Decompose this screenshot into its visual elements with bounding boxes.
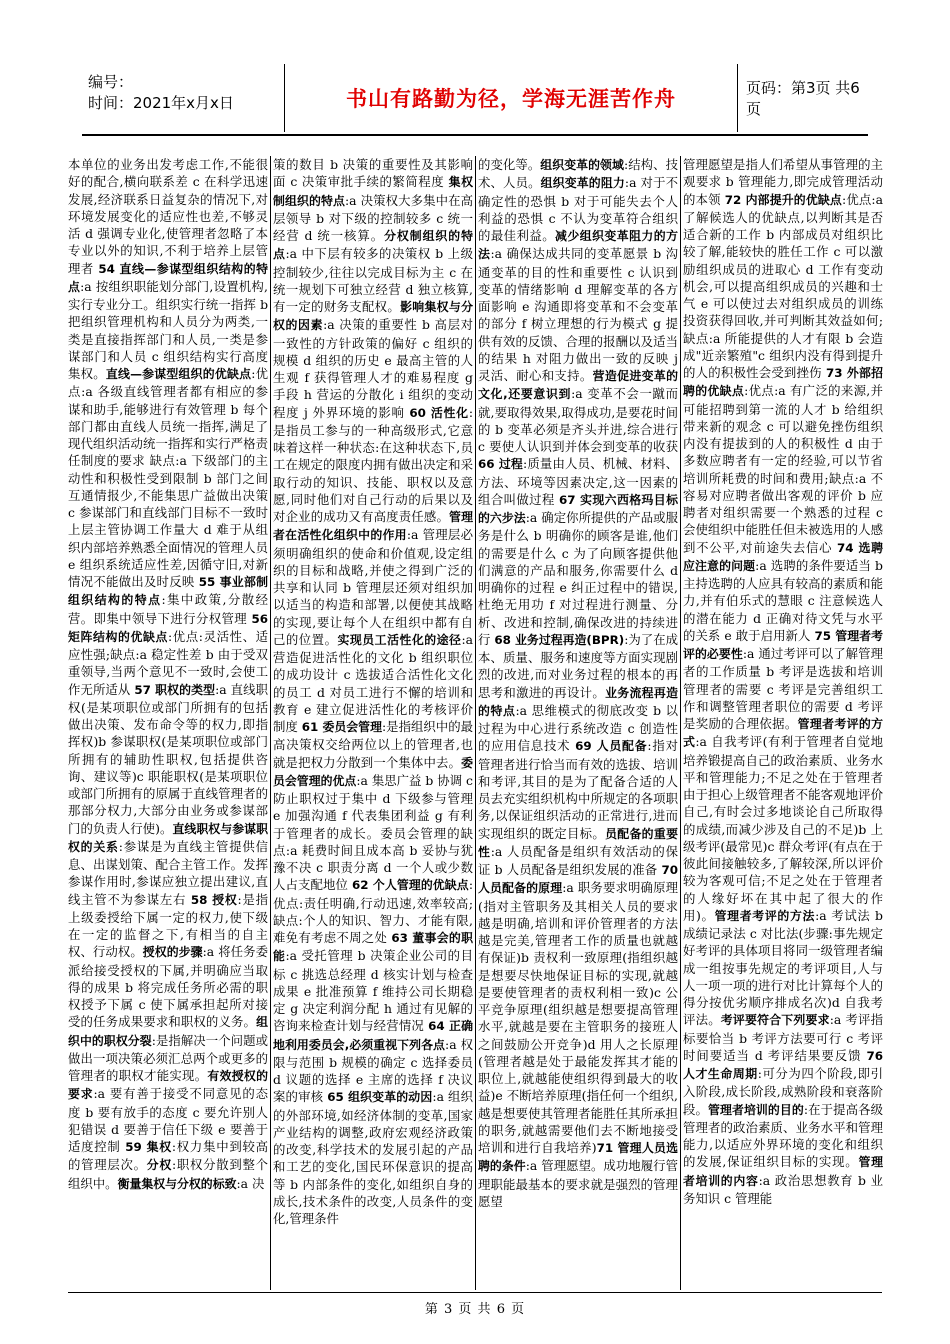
body-text: :a 权限与范围 b 规模的确定 c 选择委员 d 议题的选择 e 主席的选择 f 决议案的审核 <box>273 1036 473 1105</box>
body-text: :职权分散到整个组织中。 <box>68 1157 268 1191</box>
section-heading: 66 过程 <box>478 457 523 472</box>
section-heading: 76 人才生命周期 <box>683 1048 883 1081</box>
body-text: :a 组织的外部环境,如经济体制的变革,国家产业结构的调整,政府宏观经济政策的改变,科学技术的发展引起的产品和工艺的变化,国民环保意识的提高等 b 内部条件的变化,如组织自身的成长,技术条件的改变,人员条件的变化,管理条件 <box>273 1089 473 1226</box>
body-text: :指对管理者进行恰当而有效的选拔、培训和考评,其目的是为了配备合适的人员去充实组织机构中所规定的各项职务,以保证组织活动的正常进行,进而实现组织的既定目标。 <box>478 738 678 841</box>
section-heading: 68 业务过程再造(BPR) <box>494 632 625 647</box>
page-header <box>82 64 868 136</box>
section-heading: 67 实现六西格玛目标的六步法 <box>478 492 678 525</box>
section-heading: 69 人员配备 <box>575 739 648 754</box>
column-paragraph <box>68 156 268 1193</box>
footer-page-number: 第 3 页 共 6 页 <box>424 1302 526 1317</box>
body-text: 本单位的业务出发考虑工作,不能很好的配合,横向联系差 c 在科学迅速发展,经济联系日益复杂的情况下,对环境发展变化的适应性也差,不够灵活 d 强调专业化,使管理者忽略了本专业以外的知识,不利于培养上层管理者 <box>68 157 268 276</box>
body-text: :质量由人员、机械、材料、方法、环境等因素决定,这一因素的组合叫做过程 <box>478 456 678 507</box>
body-text: :优点:a 有广泛的来源,并可能招聘到第一流的人才 b 给组织带来新的观念 c 可以避免挫伤组织内没有提拔到的人的积极性 d 由于多数应聘者有一定的经验,可以节省培训所耗费的时间和费用;缺点:a 不容易对应聘者做出客观的评价 b 应聘者对组织需要一个熟悉的过程 c 会使组织中能胜任但未被选用的人感到不公平,对前途失去信心 <box>683 383 883 555</box>
text-column-2 <box>273 156 473 1290</box>
text-column-3 <box>478 156 678 1290</box>
section-heading: 考评要符合下列要求 <box>720 1013 830 1028</box>
page-footer <box>0 1298 950 1317</box>
section-heading: 60 活性化 <box>409 405 469 420</box>
section-heading: 直线职权与参谋职权的关系 <box>68 821 268 854</box>
section-heading: 74 选聘应注意的问题 <box>683 540 883 573</box>
section-heading: 管理者在活性化组织中的作用 <box>273 510 473 543</box>
column-paragraph <box>273 156 473 1227</box>
body-text: :优点:a 各级直线管理者都有相应的参谋和助手,能够进行有效管理 b 每个部门都由直线人员统一指挥,满足了现代组织活动统一指挥和实行严格责任制度的要求 缺点:a 下级部门的主动性和积极性受到限制 b 部门之间互通情报少,不能集思广益做出决策 c 参谋部门和直线部门目标不一致时上层主管协调工作量大 d 难于从组织内部培养熟悉全面情况的管理人员 e 组织系统适应性差,因循守旧,对新情况不能做出及时反映 <box>68 366 268 589</box>
section-heading: 组织变革的阻力 <box>540 176 625 191</box>
section-heading: 管理者培训的目的 <box>707 1102 804 1117</box>
page-info <box>746 64 868 132</box>
motto-box <box>284 64 738 132</box>
body-text: :a 确定你所提供的产品或服务是什么 b 明确你的顾客是谁,他们的需要是什么 c 为了向顾客提供他们满意的产品和服务,你需要什么 d 明确你的过程 e 纠正过程中的错误,杜绝无用功 f 对过程进行测量、分析、改进和控制,确保改进的持续进行 <box>478 510 678 647</box>
body-text: :a 要有善于接受不同意见的态度 b 要有放手的态度 c 要允许别人犯错误 d 要善于信任下级 e 要善于适度控制 <box>68 1086 268 1154</box>
body-text: :是指员工参与的一种高级形式,它意味着这样一种状态:在这种状态下,员工在规定的限度内拥有做出决定和采取行动的知识、技能、职权以及意愿,同时他们对自己行动的后果以及对企业的成功又有高度责任感。 <box>273 404 473 524</box>
body-text: :在于提高各级管理者的政治素质、业务水平和管理能力,以适应外界环境的变化和组织的发展,保证组织目标的实现。 <box>683 1101 883 1170</box>
section-heading: 58 授权 <box>190 892 238 907</box>
body-text: :a 将任务委派给接受授权的下属,并明确应当取得的成果 b 将完成任务所必需的职权授予下属 c 使下属承担起所对接受的任务成果要求和职权的义务。 <box>68 944 268 1030</box>
section-heading: 71 管理人员选聘的条件 <box>478 1141 678 1174</box>
body-text: :a 思维模式的彻底改变 b 以过程为中心进行系统改造 c 创造性的应用信息技术 <box>478 702 678 754</box>
body-text: :优点:a 了解候选人的优缺点,以判断其是否适合新的工作 b 内部成员对组织比较了解,能较快的胜任工作 c 可以激励组织成员的进取心 d 工作有变动机会,可以提高组织成员的兴趣和士气 e 可以使过去对组织成员的训练投资获得回收,并可判断其效益如何;缺点:a 所能提供的人才有限 b 会造成"近亲繁殖"c 组织内没有得到提升的人的积极性会受到挫伤 <box>683 191 883 380</box>
body-text: :为了在成本、质量、服务和速度等方面实现剧烈的改进,而对业务过程的根本的再思考和激进的再设计。 <box>478 631 678 700</box>
body-text: :参谋是为直线主管提供信息、出谋划策、配合主管工作。发挥参谋作用时,参谋应独立提出建议,直线主管不为参谋左右 <box>68 838 268 907</box>
section-heading: 管理者考评的方式 <box>683 717 883 750</box>
body-text: 的变化等。 <box>478 157 541 172</box>
document-body <box>68 156 882 1290</box>
section-heading: 64 正确地利用委员会,必须重视下列各点 <box>273 1019 473 1052</box>
section-heading: 分权制组织的特点 <box>273 229 473 262</box>
section-heading: 营造促进变革的文化,还要意识到 <box>478 369 678 402</box>
column-divider <box>680 156 681 1290</box>
number-label: 编号： <box>88 73 134 91</box>
section-heading: 直线—参谋型组织的优缺点 <box>105 367 252 381</box>
body-text: :a 人员配备是组织有效活动的保证 b 人员配备是组织发展的准备 <box>478 843 678 877</box>
body-text: :权力集中到较高的管理层次。 <box>68 1139 268 1173</box>
section-heading: 实现员工活性化的途径 <box>337 632 462 647</box>
body-text: :a 中下层有较多的决策权 b 上级控制较少,往往以完成目标为主 c 在统一规划下可独立经营 d 独立核算,有一定的财务支配权。 <box>273 246 473 314</box>
body-text: :a 变革不会一蹴而就,要取得效果,取得成功,是要花时间的 b 变革必须是齐头并进,综合进行 c 要使人认识到并体会到变革的收获 <box>478 386 678 454</box>
motto-text: 书山有路勤为径，学海无涯苦作舟 <box>346 87 676 111</box>
body-text: :a 政治思想教育 b 业务知识 c 管理能 <box>683 1172 883 1206</box>
column-divider <box>475 156 476 1290</box>
section-heading: 组织变革的领域 <box>540 158 624 172</box>
section-heading: 73 外部招聘的优缺点 <box>683 366 883 399</box>
section-heading: 55 事业部制组织结构的特点 <box>68 575 268 608</box>
section-heading: 管理者考评的方法 <box>714 908 816 923</box>
body-text: :a 管理愿望。成功地履行管理职能最基本的要求就是强烈的管理愿望 <box>478 1158 678 1209</box>
column-paragraph <box>683 156 883 1207</box>
section-heading: 56 矩阵结构的优缺点 <box>68 611 268 644</box>
body-text: :a 确保达成共同的变革愿景 b 沟通变革的目的性和重要性 c 认识到变革的情绪影响 d 理解变革的各方面影响 e 沟通即将变革和不会变革的部分 f 树立理想的行为模式 g 提供有效的反馈、合理的报酬以及适当的结果 h 对阻力做出一致的反映 j 灵活、耐心和支持。 <box>478 246 678 383</box>
body-text: :优点:责任明确,行动迅速,效率较高;缺点:个人的知识、智力、才能有限,难免有考虑不周之处 <box>273 877 473 945</box>
column-paragraph <box>478 156 678 1210</box>
section-heading: 集权制组织的特点 <box>273 175 473 208</box>
section-heading: 衡量集权与分权的标致 <box>117 1176 237 1191</box>
body-text: :a 决 <box>236 1175 265 1191</box>
header-meta <box>88 72 284 114</box>
body-text: :a 受托管理 b 决策企业公司的目标 c 挑选总经理 d 核实计划与检查成果 e 批准预算 f 维持公司长期稳定 g 决定利润分配 h 通过有见解的咨询来检查计划与经营情况 <box>273 948 473 1034</box>
body-text: :可分为四个阶段,即引入阶段,成长阶段,成熟阶段和衰落阶段。 <box>683 1066 883 1117</box>
section-heading: 70 人员配备的原理 <box>478 863 678 896</box>
body-text: :是指组织中的最高决策权交给两位以上的管理者,也就是把权力分散到一个集体中去。 <box>273 719 473 770</box>
body-text: :a 对于不确定性的恐惧 b 对于可能失去个人利益的恐惧 c 不认为变革符合组织的最佳利益。 <box>478 175 678 243</box>
body-text: :a 决策权大多集中在高层领导 b 对下级的控制较多 c 统一经营 d 统一核算。 <box>273 192 473 243</box>
section-heading: 授权的步骤 <box>142 945 203 960</box>
footer-rule <box>68 1292 882 1293</box>
body-text: :a 考评指标要恰当 b 考评方法要可行 c 考评时间要适当 d 考评结果要反馈 <box>683 1012 883 1063</box>
body-text: :a 自我考评(有利于管理者自觉地培养锻提高自己的政治素质、业务水平和管理能力;不足之处在于管理者由于担心上级管理者不能客观地评价自己,有时会过多地谈论自己所取得的成绩,而减少涉及自己的不足)b 上级考评(最常见)c 群众考评(有点在于彼此间接触较多,了解较深,所以评价较为客观可信;不足之处在于管理者的人缘好坏在其中起了很大的作用)。 <box>683 734 883 923</box>
section-heading: 委员会管理的优点 <box>273 755 473 788</box>
body-text: :a 按组织职能划分部门,设置机构,实行专业分工。组织实行统一指挥 b 把组织管理机构和人员分为两类,一类是直接指挥部门和人员,一类是参谋部门和人员 c 组织结构实行高度集权。 <box>68 278 268 381</box>
body-text: :是指解决一个问题或做出一项决策必须汇总两个或更多的管理者的职权才能实现。 <box>68 1032 268 1083</box>
section-heading: 员配备的重要性 <box>478 826 678 859</box>
column-divider <box>270 156 271 1290</box>
time-label: 时间：2021年x月x日 <box>88 94 234 112</box>
section-heading: 分权 <box>146 1158 172 1173</box>
section-heading: 管理者培训的内容 <box>683 1155 883 1188</box>
section-heading: 业务流程再造的特点 <box>478 685 678 718</box>
body-text: :a 营造促进活性化的文化 b 组织职位的成功设计 c 选拔适合活性化文化的员工 d 对员工进行不懈的培训和教育 e 建立促进活性化的考核评价制度 <box>273 631 473 734</box>
section-heading: 影响集权与分权的因素 <box>273 300 473 333</box>
body-text: :a 管理层必须明确组织的使命和价值观,设定组织的目标和战略,并使之得到广泛的共享和认同 b 管理层还须对组织加以适当的构造和部署,以便使其战略的实现,要让每个人在组织中都有自己的位置。 <box>273 527 473 647</box>
text-column-4 <box>683 156 883 1290</box>
body-text: :a 直线职权(是某项职位或部门所拥有的包括做出决策、发布命令等的权力,即指挥权)b 参谋职权(是某项职位或部门所拥有的辅助性职权,包括提供咨询、建议等)c 职能职权(是某项职位或部门所拥有的原属于直线管理者的那部分权力,大部分由业务或参谋部门的负责人行使)。 <box>68 681 268 836</box>
body-text: 管理愿望是指人们希望从事管理的主观要求 b 管理能力,即完成管理活动的本领 <box>683 157 883 207</box>
section-heading: 61 委员会管理 <box>301 720 382 734</box>
body-text: :集中政策,分散经营。即集中领导下进行分权管理 <box>68 592 268 626</box>
body-text: :a 职务要求明确原理(指对主管职务及其相关人员的要求越是明确,培训和评价管理者的方法越是完美,管理者工作的质量也就越有保证)b 责权利一致原理(指组织越是想要尽快地保证目标的实现,就越是要使管理者的责权利相一致)c 公平竞争原理(组织越是想要提高管理水平,就越是要在主管职务的接班人之间鼓励公开竞争)d 用人之长原理(管理者越是处于最能发挥其才能的职位上,就越能使组织得到最大的收益)e 不断培养原理(指任何一个组织,越是想要使其管理者能胜任其所承担的职务,就越需要他们去不断地接受培训和进行自我培养) <box>478 880 678 1155</box>
body-text: :a 选聘的条件要适当 b 主持选聘的人应具有较高的素质和能力,并有伯乐式的慧眼 c 注意候选人的潜在能力 d 正确对待文凭与水平的关系 e 敢于启用新人 <box>683 557 883 643</box>
section-heading: 62 个人管理的优缺点 <box>352 878 469 893</box>
body-text: :结构、技术、人员。 <box>478 157 678 191</box>
section-heading: 75 管理者考评的必要性 <box>683 628 883 661</box>
body-text: :a 考试法 b 成绩记录法 c 对比法(步骤:事先规定好考评的具体项目将同一级管理者编成一组按事先规定的考评项目,人与人一项一项的进行对比计算每个人的得分按优劣顺序排成名次)d 自我考评法。 <box>683 907 883 1028</box>
section-heading: 63 董事会的职能 <box>273 931 473 964</box>
page-info-text: 页码：第3页 共6页 <box>746 79 860 118</box>
body-text: :是指上级委授给下属一定的权力,使下级在一定的监督之下,有相当的自主权、行动权。 <box>68 891 268 960</box>
section-heading: 65 组织变革的动因 <box>327 1090 433 1105</box>
section-heading: 有效授权的要求 <box>68 1069 268 1102</box>
body-text: :a 决策的重要性 b 高层对一致性的方针政策的偏好 c 组织的规模 d 组织的历史 e 最高主管的人生观 f 获得管理人才的难易程度 g 手段 h 营运的分散化 i 组织的变动程度 j 外界环境的影响 <box>273 317 473 420</box>
section-heading: 57 职权的类型 <box>134 682 216 697</box>
section-heading: 72 内部提升的优缺点 <box>724 192 842 207</box>
section-heading: 减少组织变革阻力的方法 <box>478 229 678 262</box>
text-column-1 <box>68 156 268 1290</box>
body-text: :a 集思广益 b 协调 c 防止职权过于集中 d 下级参与管理 e 加强沟通 f 代表集团利益 g 有利于管理者的成长。委员会管理的缺点:a 耗费时间且成本高 b 妥协与犹豫不决 c 职责分离 d 一个人或少数人占支配地位 <box>273 772 473 893</box>
body-text: :a 通过考评可以了解管理者的工作质量 b 考评是选拔和培训管理者的需要 c 考评是完善组织工作和调整管理者职位的需要 d 考评是奖励的合理依据。 <box>683 646 883 731</box>
section-heading: 59 集权 <box>125 1140 172 1154</box>
body-text: 策的数目 b 决策的重要性及其影响面 c 决策审批手续的繁简程度 <box>273 157 473 190</box>
section-heading: 组织中的职权分裂 <box>68 1015 268 1048</box>
section-heading: 54 直线—参谋型组织结构的特点 <box>68 261 268 294</box>
body-text: :优点:灵活性、适应性强;缺点:a 稳定性差 b 由于受双重领导,当两个意见不一致时,会使工作无所适从 <box>68 628 268 697</box>
